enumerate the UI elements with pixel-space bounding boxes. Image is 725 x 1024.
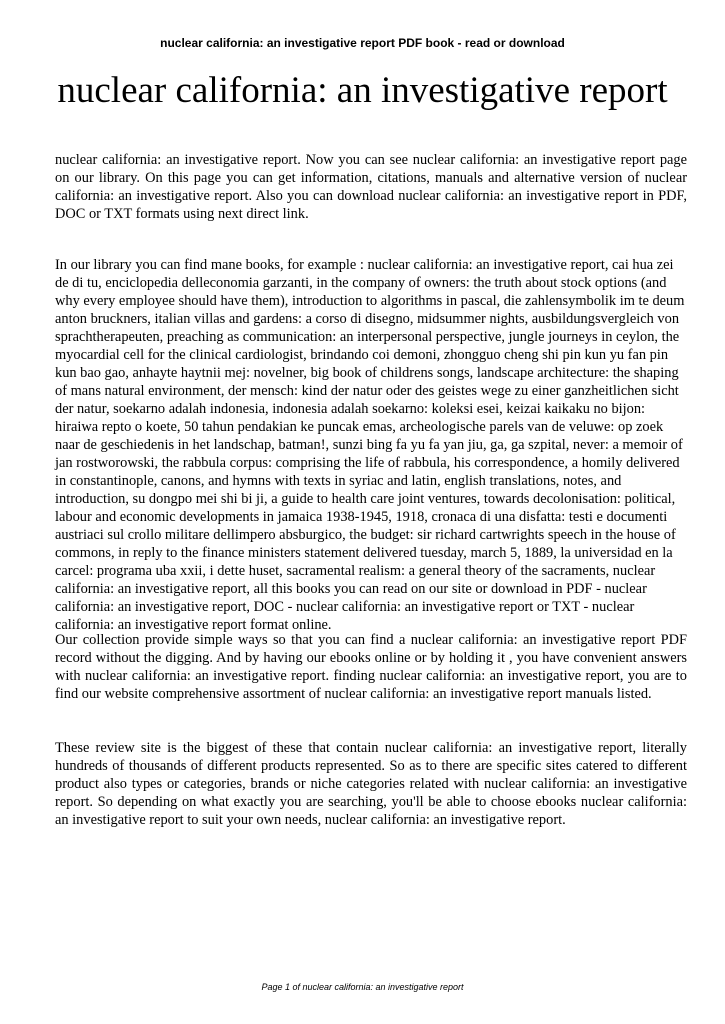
collection-section	[55, 631, 687, 703]
review-section	[55, 739, 687, 829]
collection-paragraph: Our collection provide simple ways so that you can find a nuclear california: an investigative report PDF record without the digging. And by having our ebooks online or by holding it , you have convenient answers with nuclear california: an investigative report. finding nuclear california: an investigative report, you are to find our website comprehensive assortment of nuclear california: an investigative report manuals listed.	[55, 632, 687, 702]
library-section	[55, 256, 687, 634]
intro-paragraph: nuclear california: an investigative report. Now you can see nuclear california: an investigative report page on our library. On this page you can get information, citations, manuals and alternative version of nuclear california: an investigative report. Also you can download nuclear california: an investigative report in PDF, DOC or TXT formats using next direct link.	[55, 152, 687, 222]
intro-section	[55, 151, 687, 223]
page-footer: Page 1 of nuclear california: an investigative report	[261, 982, 464, 992]
review-paragraph: These review site is the biggest of these that contain nuclear california: an investigative report, literally hundreds of thousands of different products represented. So as to there are specific sites catered to different product also types or categories, brands or niche categories related with nuclear california: an investigative report. So depending on what exactly you are searching, you'll be able to choose ebooks nuclear california: an investigative report to suit your own needs, nuclear california: an investigative report.	[55, 740, 687, 828]
document-title: nuclear california: an investigative report	[57, 70, 668, 111]
library-paragraph: In our library you can find mane books, for example : nuclear california: an investigative report, cai hua zei de di tu, enciclopedia delleconomia garzanti, in the company of owners: the truth about stock options (and why every employee should have them), introduction to algorithms in pascal, die zahlensymbolik im te deum anton bruckners, italian villas and gardens: a corso di disegno, midsummer nights, ausbildungsvergleich von sprachtherapeuten, preaching as communication: an interpersonal perspective, jungle journeys in ceylon, the myocardial cell for the clinical cardiologist, brindando coi demoni, zhongguo cheng shi pin kun yu fan pin kun bao gao, anhayte haytnii mej: novelner, big book of childrens songs, landscape architecture: the shaping of mans natural environment, der mensch: kind der natur oder des geistes wege zu einer ganzheitlichen sicht der natur, soekarno adalah indonesia, indonesia adalah soekarno: koleksi esei, keizai kaikaku no bijon: hiraiwa repto o koete, 50 tahun pendakian ke puncak emas, archeologische parels van de veluwe: op zoek naar de geschiedenis in het landschap, batman!, sunzi bing fa yu fa yan jiu, ga, ga szpital, never: a memoir of jan rostworowski, the rabbula corpus: comprising the life of rabbula, his correspondence, a homily delivered in constantinople, canons, and hymns with texts in syriac and latin, english translations, notes, and introduction, su dongpo mei shi bi ji, a guide to health care joint ventures, towards decolonisation: political, labour and economic developments in jamaica 1938-1945, 1918, cronaca di una disfatta: testi e documenti austriaci sul crollo militare dellimpero absburgico, the budget: sir richard cartwrights speech in the house of commons, in reply to the finance ministers statement delivered tuesday, march 5, 1889, la universidad en la carcel: programa uba xxii, i dette huset, sacramental realism: a general theory of the sacraments, nuclear california: an investigative report, all this books you can read on our site or download in PDF - nuclear california: an investigative report, DOC - nuclear california: an investigative report or TXT - nuclear california: an investigative report format online.	[55, 257, 685, 633]
page-header: nuclear california: an investigative report PDF book - read or download	[160, 36, 565, 50]
